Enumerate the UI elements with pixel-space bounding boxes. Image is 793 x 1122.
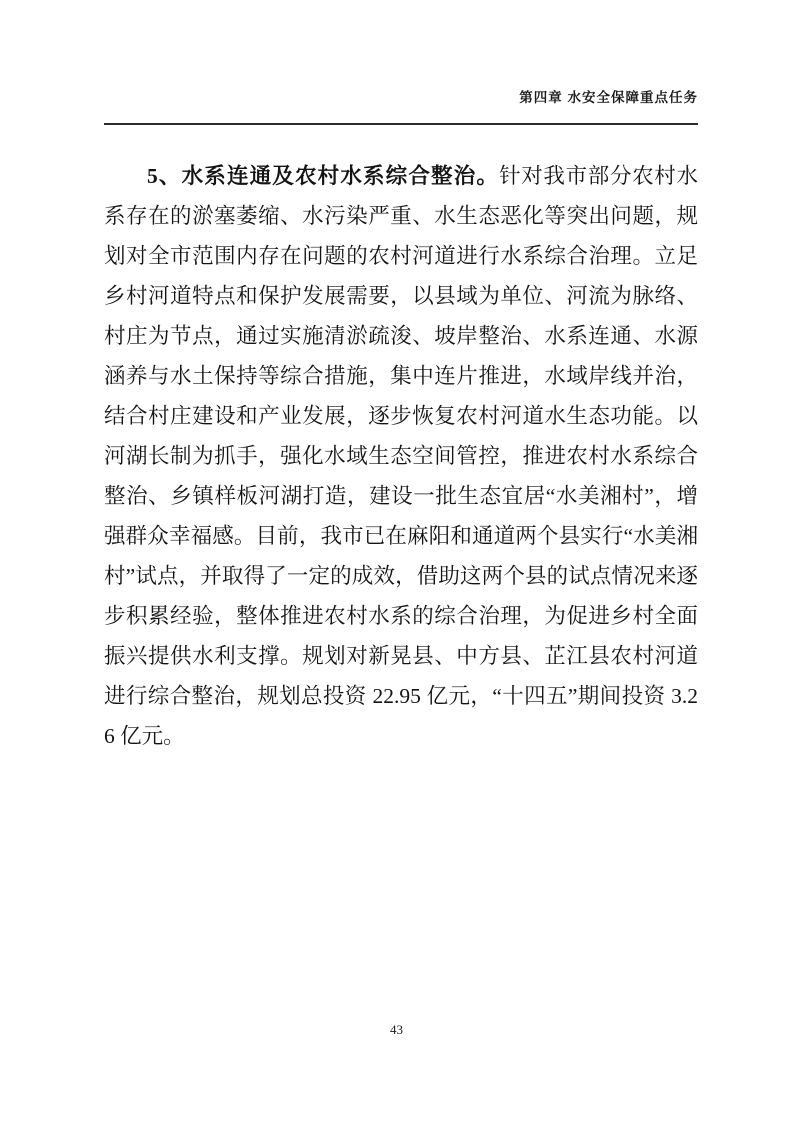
content-column [104, 0, 698, 778]
page-number: 43 [390, 1022, 403, 1037]
chapter-header: 第四章 水安全保障重点任务 [104, 0, 698, 125]
section-heading: 5、水系连通及农村水系综合整治。 [147, 164, 500, 188]
body-paragraph [104, 156, 698, 756]
paragraph-text: 针对我市部分农村水系存在的淤塞萎缩、水污染严重、水生态恶化等突出问题，规划对全市范围内存在问题的农村河道进行水系综合治理。立足乡村河道特点和保护发展需要，以县域为单位、河流为脉络、村庄为节点，通过实施清淤疏浚、坡岸整治、水系连通、水源涵养与水土保持等综合措施，集中连片推进，水域岸线并治，结合村庄建设和产业发展，逐步恢复农村河道水生态功能。以河湖长制为抓手，强化水域生态空间管控，推进农村水系综合整治、乡镇样板河湖打造，建设一批生态宜居“水美湘村”，增强群众幸福感。目前，我市已在麻阳和通道两个县实行“水美湘村”试点，并取得了一定的成效，借助这两个县的试点情况来逐步积累经验，整体推进农村水系的综合治理，为促进乡村全面振兴提供水利支撑。规划对新晃县、中方县、芷江县农村河道进行综合整治，规划总投资 22.95 亿元，“十四五”期间投资 3.26 亿元。 [104, 164, 698, 748]
